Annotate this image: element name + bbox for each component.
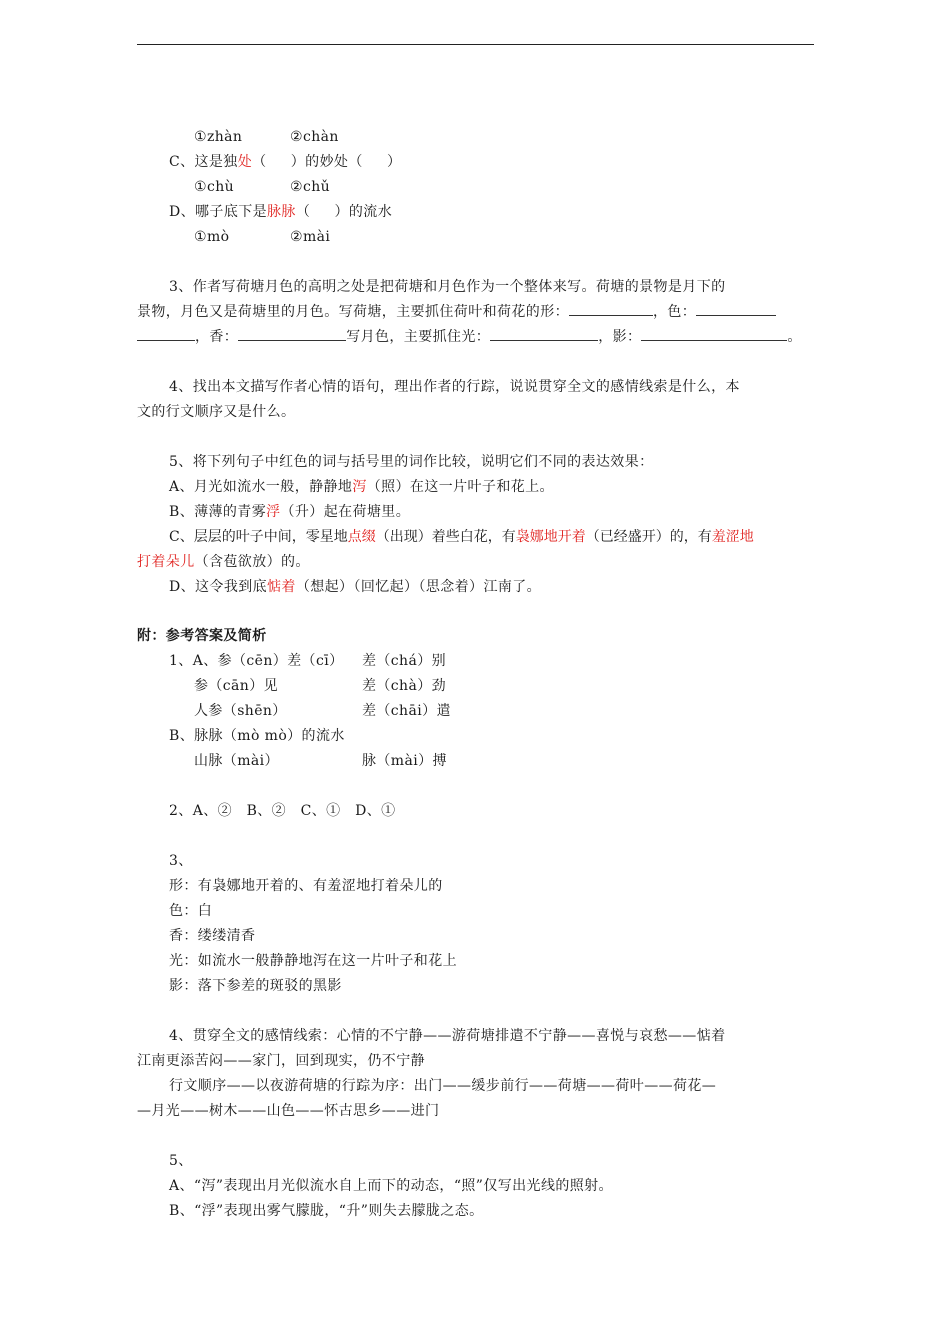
q5-a-suffix: （照）在这一片叶子和花上。 bbox=[366, 479, 554, 495]
q5-c-suffix: （含苞欲放）的。 bbox=[194, 554, 310, 570]
q5-c-highlight-1: 点缀 bbox=[347, 529, 376, 545]
a1-row-4-col-1: B、脉脉（mò mò）的流水 bbox=[169, 728, 345, 744]
q2-d-option-2: ②mài bbox=[290, 229, 331, 245]
q2-b-option-1: ①zhàn bbox=[194, 129, 243, 145]
q5-a-prefix: A、月光如流水一般，静静地 bbox=[169, 479, 353, 495]
q5-c-highlight-4: 打着朵儿 bbox=[137, 554, 195, 570]
q2-d-option-1: ①mò bbox=[194, 229, 230, 245]
q5-item-c-line-1 bbox=[169, 528, 754, 546]
a5-item-a: A、“泻”表现出月光似流水自上而下的动态，“照”仅写出光线的照射。 bbox=[169, 1178, 613, 1194]
q5-b-highlight: 浮 bbox=[266, 504, 281, 520]
a5-number: 5、 bbox=[169, 1153, 193, 1169]
a3-number: 3、 bbox=[169, 853, 193, 869]
q2-b-option-2: ②chàn bbox=[290, 129, 339, 145]
a3-color: 色：白 bbox=[169, 903, 213, 919]
q5-c-prefix: C、层层的叶子中间，零星地 bbox=[169, 529, 348, 545]
q3-shape-label: 景物，月色又是荷塘里的月色。写荷塘，主要抓住荷叶和荷花的形： bbox=[137, 304, 569, 320]
q5-intro: 5、将下列句子中红色的词与括号里的词作比较，说明它们不同的表达效果： bbox=[169, 454, 654, 470]
a1-row-3-col-2: 差（chāi）遣 bbox=[362, 703, 451, 719]
a1-row-2-col-1: 参（cān）见 bbox=[194, 678, 279, 694]
a3-light: 光：如流水一般静静地泻在这一片叶子和花上 bbox=[169, 953, 457, 969]
a1-row-2-col-2: 差（chà）劲 bbox=[362, 678, 447, 694]
q3-color-blank-1[interactable] bbox=[696, 303, 776, 316]
a4-line-3: 行文顺序——以夜游荷塘的行踪为序：出门——缓步前行——荷塘——荷叶——荷花— bbox=[169, 1078, 717, 1094]
q3-shape-blank[interactable] bbox=[569, 303, 653, 316]
a3-shape: 形：有袅娜地开着的、有羞涩地打着朵儿的 bbox=[169, 878, 443, 894]
q5-item-a bbox=[169, 478, 554, 496]
q5-item-b bbox=[169, 503, 410, 521]
a2-line: 2、A、② B、② C、① D、① bbox=[169, 803, 396, 819]
q3-line-3 bbox=[137, 328, 802, 346]
q5-a-highlight: 泻 bbox=[352, 479, 367, 495]
q2-item-d bbox=[169, 203, 392, 221]
a1-row-3-col-1: 人参（shēn） bbox=[194, 703, 287, 719]
q5-b-prefix: B、薄薄的青雾 bbox=[169, 504, 267, 520]
q3-color-blank-2[interactable] bbox=[137, 328, 195, 341]
a5-item-b: B、“浮”表现出雾气朦胧，“升”则失去朦胧之态。 bbox=[169, 1203, 484, 1219]
q5-b-suffix: （升）起在荷塘里。 bbox=[280, 504, 411, 520]
q3-shadow-label: ，影： bbox=[598, 329, 642, 345]
q5-c-mid-2: （已经盛开）的，有 bbox=[585, 529, 712, 545]
q3-light-blank[interactable] bbox=[490, 328, 598, 341]
a1-row-1-col-2: 差（chá）别 bbox=[362, 653, 447, 669]
a4-line-2: 江南更添苦闷——家门，回到现实，仍不宁静 bbox=[137, 1053, 425, 1069]
q2-c-suffix: （ ）的妙处（ ） bbox=[252, 154, 402, 170]
q5-c-highlight-2: 袅娜地开着 bbox=[515, 529, 586, 545]
q2-item-c bbox=[169, 153, 401, 171]
a1-row-5-col-2: 脉（mài）搏 bbox=[362, 753, 447, 769]
q3-line-2 bbox=[137, 303, 776, 321]
q2-c-option-1: ①chù bbox=[194, 179, 235, 195]
q5-d-prefix: D、这令我到底 bbox=[169, 579, 268, 595]
answers-heading: 附：参考答案及简析 bbox=[137, 628, 267, 644]
q2-d-prefix: D、哪子底下是 bbox=[169, 204, 268, 220]
q5-d-highlight: 惦着 bbox=[267, 579, 296, 595]
q4-line-2: 文的行文顺序又是什么。 bbox=[137, 404, 296, 420]
q3-period: 。 bbox=[787, 329, 802, 345]
q2-d-suffix: （ ）的流水 bbox=[295, 204, 393, 220]
a3-shadow: 影：落下参差的斑驳的黑影 bbox=[169, 978, 342, 994]
q5-c-mid-1: （出现）着些白花，有 bbox=[375, 529, 516, 545]
q2-c-prefix: C、这是独 bbox=[169, 154, 238, 170]
q5-c-highlight-3: 羞涩地 bbox=[711, 529, 754, 545]
a1-row-1-col-1: 1、A、参（cēn）差（cī） bbox=[169, 653, 344, 669]
q5-item-c-line-2 bbox=[137, 553, 310, 571]
q3-light-label: 写月色，主要抓住光： bbox=[346, 329, 491, 345]
a4-line-1: 4、贯穿全文的感情线索：心情的不宁静——游荷塘排遣不宁静——喜悦与哀愁——惦着 bbox=[169, 1028, 726, 1044]
q3-scent-label: ，香： bbox=[195, 329, 239, 345]
q5-item-d bbox=[169, 578, 541, 596]
q2-d-highlight: 脉脉 bbox=[267, 204, 296, 220]
header-rule bbox=[137, 44, 814, 45]
a4-line-4: —月光——树木——山色——怀古思乡——进门 bbox=[137, 1103, 440, 1119]
q2-c-option-2: ②chǔ bbox=[290, 179, 331, 195]
q4-line-1: 4、找出本文描写作者心情的语句，理出作者的行踪，说说贯穿全文的感情线索是什么，本 bbox=[169, 379, 740, 395]
q3-scent-blank[interactable] bbox=[238, 328, 346, 341]
q2-c-highlight: 处 bbox=[237, 154, 253, 170]
a3-scent: 香：缕缕清香 bbox=[169, 928, 256, 944]
a1-row-5-col-1: 山脉（mài） bbox=[194, 753, 279, 769]
q3-shadow-blank[interactable] bbox=[641, 328, 787, 341]
q3-line-1: 3、作者写荷塘月色的高明之处是把荷塘和月色作为一个整体来写。荷塘的景物是月下的 bbox=[169, 279, 726, 295]
q5-d-suffix: （想起）（回忆起）（思念着）江南了。 bbox=[295, 579, 542, 595]
q3-color-label: ，色： bbox=[653, 304, 697, 320]
